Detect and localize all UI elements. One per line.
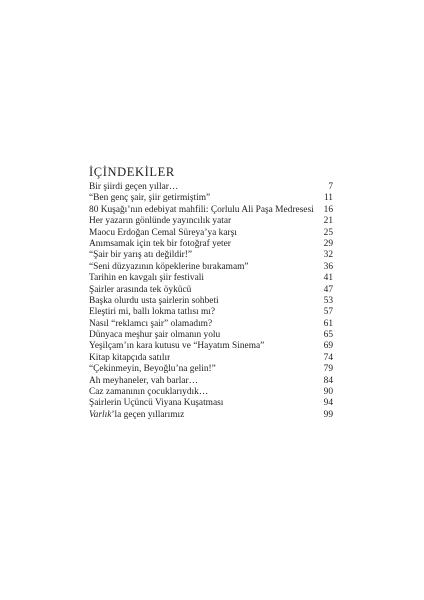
toc-entry-title: Dünyaca meşhur şair olmanın yolu (89, 330, 221, 341)
toc-entry-title: 80 Kuşağı’nın edebiyat mahfili: Çorlulu Ali Paşa Medresesi (89, 204, 314, 215)
toc-entry-page: 94 (323, 398, 333, 409)
toc-entry-title: “Çekinmeyin, Beyoğlu’na gelin!” (89, 364, 216, 375)
toc-entry-page: 57 (323, 307, 333, 318)
toc-entry-title: “Şair bir yarış atı değildir!” (89, 250, 193, 261)
toc-entry-page: 32 (323, 250, 333, 261)
toc-entry-page: 21 (323, 216, 333, 227)
toc-entry-title: Anımsamak için tek bir fotoğraf yeter (89, 238, 231, 249)
toc-entry (89, 376, 333, 387)
toc-entry-title: Yeşilçam’ın kara kutusu ve “Hayatım Sinema” (89, 341, 265, 352)
toc-entry-page: 16 (323, 204, 333, 215)
toc-entry-page: 11 (323, 193, 333, 204)
toc-entry-page: 41 (323, 273, 333, 284)
toc-entry-page: 90 (323, 387, 333, 398)
toc-entry (89, 262, 333, 273)
toc-entry-page: 65 (323, 330, 333, 341)
toc-entry-title: Ah meyhaneler, vah barlar… (89, 375, 198, 386)
toc-entry (89, 398, 333, 409)
toc-entry-title (89, 410, 184, 421)
toc-entry (89, 182, 333, 193)
toc-entry-title: Başka olurdu usta şairlerin sohbeti (89, 295, 219, 306)
toc-entry-page: 25 (323, 227, 333, 238)
toc-entry (89, 250, 333, 261)
toc-entry-page: 74 (323, 352, 333, 363)
toc-entry (89, 341, 333, 352)
toc-entry-page: 47 (323, 284, 333, 295)
toc-entry-title: Nasıl “reklamcı şair” olamadım? (89, 318, 213, 329)
toc-entry-title-rest: ’la geçen yıllarımız (111, 409, 185, 420)
toc-entry-page: 99 (323, 409, 333, 420)
toc-entry (89, 239, 333, 250)
toc-entry (89, 387, 333, 398)
toc-entry (89, 285, 333, 296)
toc-entry (89, 307, 333, 318)
toc-entry (89, 273, 333, 284)
toc-heading: İÇİNDEKİLER (89, 165, 175, 179)
toc-entry (89, 353, 333, 364)
toc-entry-title: “Seni düzyazının köpeklerine bırakamam” (89, 261, 249, 272)
toc-list (89, 182, 333, 421)
toc-entry-page: 36 (323, 261, 333, 272)
toc-entry-title: Kitap kitapçıda satılır (89, 352, 171, 363)
toc-entry-page: 79 (323, 364, 333, 375)
toc-entry-title: “Ben genç şair, şiir getirmiştim” (89, 193, 211, 204)
toc-entry-page: 7 (328, 182, 333, 192)
toc-entry (89, 193, 333, 204)
toc-entry (89, 364, 333, 375)
toc-entry-page: 84 (323, 375, 333, 386)
toc-entry-title: Bir şiirdi geçen yıllar… (89, 182, 179, 192)
toc-entry-page: 69 (323, 341, 333, 352)
toc-entry-title-italic: Varlık (89, 409, 112, 420)
toc-entry-title: Her yazarın gönlünde yayıncılık yatar (89, 216, 232, 227)
toc-entry-title: Şairlerin Üçüncü Viyana Kuşatması (89, 398, 224, 409)
toc-entry (89, 330, 333, 341)
toc-entry-page: 29 (323, 238, 333, 249)
toc-entry-title: Tarihin en kavgalı şiir festivali (89, 273, 204, 284)
toc-entry-title: Eleştiri mi, ballı lokma tatlısı mı? (89, 307, 216, 318)
toc-entry (89, 410, 333, 421)
toc-entry (89, 205, 333, 216)
toc-entry-title: Caz zamanının çocuklarıydık… (89, 387, 209, 398)
toc-entry-page: 61 (323, 318, 333, 329)
toc-entry (89, 228, 333, 239)
toc-entry (89, 216, 333, 227)
toc-entry-title: Şairler arasında tek öykücü (89, 284, 192, 295)
toc-entry-page: 53 (323, 295, 333, 306)
toc-entry-title: Maocu Erdoğan Cemal Süreya’ya karşı (89, 227, 237, 238)
toc-entry (89, 319, 333, 330)
toc-entry (89, 296, 333, 307)
